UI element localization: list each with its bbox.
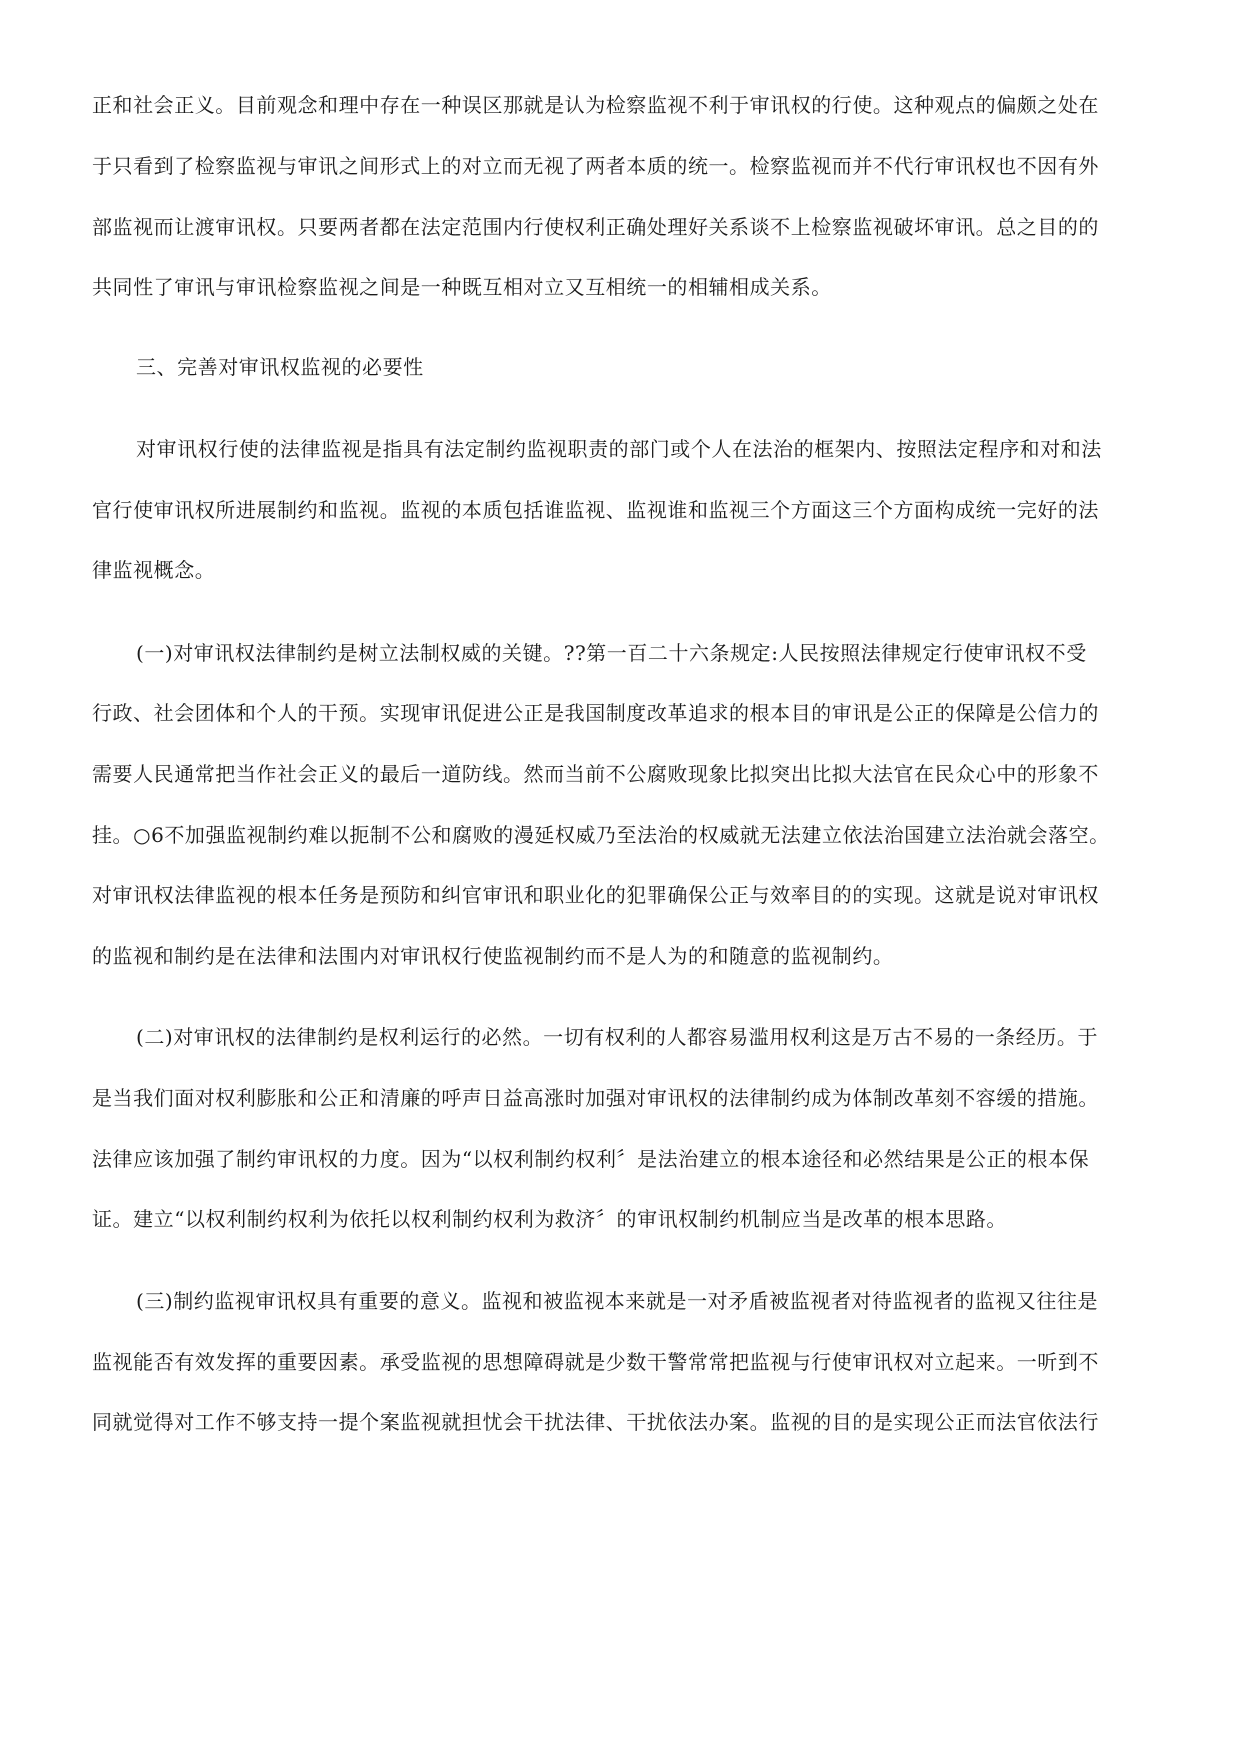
body-text-line: 需要人民通常把当作社会正义的最后一道防线。然而当前不公腐败现象比拟突出比拟大法官在民众心中的形象不 [92,762,1099,786]
body-text-line: 法律应该加强了制约审讯权的力度。因为“以权利制约权利〞是法治建立的根本途径和必然结果是公正的根本保 [92,1147,1090,1171]
body-text-line: 的监视和制约是在法律和法围内对审讯权行使监视制约而不是人为的和随意的监视制约。 [92,944,894,968]
body-text-line: 部监视而让渡审讯权。只要两者都在法定范围内行使权利正确处理好关系谈不上检察监视破坏审讯。总之目的的 [92,215,1099,239]
body-text-line: 对审讯权行使的法律监视是指具有法定制约监视职责的部门或个人在法治的框架内、按照法定程序和对和法 [136,437,1102,461]
body-text-line: 正和社会正义。目前观念和理中存在一种误区那就是认为检察监视不利于审讯权的行使。这种观点的偏颇之处在 [92,93,1099,117]
body-text-line: 是当我们面对权利膨胀和公正和清廉的呼声日益高涨时加强对审讯权的法律制约成为体制改革刻不容缓的措施。 [92,1086,1099,1110]
body-text-line: 监视能否有效发挥的重要因素。承受监视的思想障碍就是少数干警常常把监视与行使审讯权对立起来。一听到不 [92,1350,1099,1374]
body-text-line: 律监视概念。 [92,558,216,582]
body-text-line: 行政、社会团体和个人的干预。实现审讯促进公正是我国制度改革追求的根本目的审讯是公正的保障是公信力的 [92,701,1099,725]
body-text-line: (二)对审讯权的法律制约是权利运行的必然。一切有权利的人都容易滥用权利这是万古不易的一条经历。于 [136,1025,1099,1049]
section-heading: 三、完善对审讯权监视的必要性 [136,355,424,379]
body-text-line: (一)对审讯权法律制约是树立法制权威的关键。??第一百二十六条规定:人民按照法律规定行使审讯权不受 [136,641,1087,665]
body-text-line: (三)制约监视审讯权具有重要的意义。监视和被监视本来就是一对矛盾被监视者对待监视者的监视又往往是 [136,1289,1099,1313]
body-text-line: 于只看到了检察监视与审讯之间形式上的对立而无视了两者本质的统一。检察监视而并不代行审讯权也不因有外 [92,154,1099,178]
body-text-line: 证。建立“以权利制约权利为依托以权利制约权利为救济〞的审讯权制约机制应当是改革的根本思路。 [92,1207,1007,1231]
body-text-line: 共同性了审讯与审讯检察监视之间是一种既互相对立又互相统一的相辅相成关系。 [92,275,832,299]
body-text-line: 对审讯权法律监视的根本任务是预防和纠官审讯和职业化的犯罪确保公正与效率目的的实现。这就是说对审讯权 [92,883,1099,907]
body-text-line: 官行使审讯权所进展制约和监视。监视的本质包括谁监视、监视谁和监视三个方面这三个方面构成统一完好的法 [92,498,1099,522]
body-text-line: 同就觉得对工作不够支持一提个案监视就担忧会干扰法律、干扰依法办案。监视的目的是实现公正而法官依法行 [92,1410,1099,1434]
body-text-line: 挂。○6不加强监视制约难以扼制不公和腐败的漫延权威乃至法治的权威就无法建立依法治国建立法治就会落空。 [92,823,1110,847]
